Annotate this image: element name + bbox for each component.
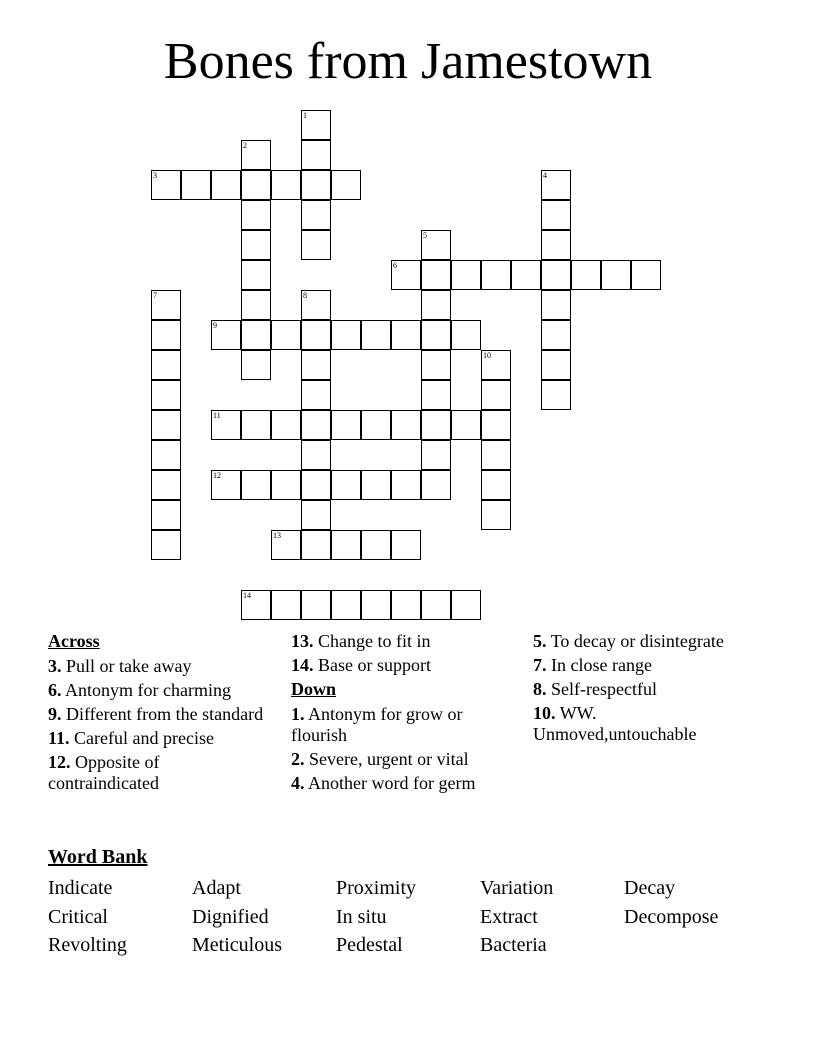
clue-across-14: 14. Base or support <box>291 655 431 675</box>
clue-across-13: 13. Change to fit in <box>291 631 431 651</box>
crossword-cell[interactable] <box>301 470 331 500</box>
word-bank-item: Meticulous <box>192 934 282 956</box>
crossword-cell[interactable] <box>301 110 331 140</box>
clue-across-9: 9. Different from the standard <box>48 704 264 724</box>
down-heading: Down <box>291 679 337 699</box>
crossword-cell[interactable] <box>241 260 271 290</box>
crossword-cell[interactable] <box>331 530 361 560</box>
clue-down-2: 2. Severe, urgent or vital <box>291 749 469 769</box>
crossword-cell[interactable] <box>421 320 451 350</box>
crossword-cell[interactable] <box>331 590 361 620</box>
crossword-cell[interactable] <box>391 320 421 350</box>
cell-number: 6 <box>393 261 397 270</box>
crossword-cell[interactable] <box>421 470 451 500</box>
cell-number: 11 <box>213 411 221 420</box>
crossword-cell[interactable] <box>421 230 451 260</box>
word-bank-item: Decompose <box>624 906 719 928</box>
clue-across-12: 12. Opposite of contraindicated <box>48 752 160 793</box>
crossword-cell[interactable] <box>151 170 181 200</box>
across-heading: Across <box>48 631 100 651</box>
crossword-cell[interactable] <box>301 290 331 320</box>
word-bank-item: In situ <box>336 906 387 928</box>
crossword-cell[interactable] <box>361 530 391 560</box>
crossword-cell[interactable] <box>241 410 271 440</box>
crossword-cell[interactable] <box>421 290 451 320</box>
crossword-cell[interactable] <box>151 350 181 380</box>
crossword-cell[interactable] <box>421 410 451 440</box>
crossword-cell[interactable] <box>151 290 181 320</box>
crossword-cell[interactable] <box>541 230 571 260</box>
word-bank-item: Indicate <box>48 877 113 899</box>
crossword-cell[interactable] <box>481 380 511 410</box>
clue-down-4: 4. Another word for germ <box>291 773 476 793</box>
clues-column-1 <box>48 631 273 797</box>
crossword-cell[interactable] <box>301 530 331 560</box>
clues-column-2 <box>291 631 506 797</box>
crossword-cell[interactable] <box>361 320 391 350</box>
clue-down-5: 5. To decay or disintegrate <box>533 631 724 651</box>
crossword-cell[interactable] <box>301 200 331 230</box>
crossword-cell[interactable] <box>151 470 181 500</box>
crossword-cell[interactable] <box>241 320 271 350</box>
crossword-cell[interactable] <box>421 380 451 410</box>
crossword-cell[interactable] <box>541 170 571 200</box>
clue-down-10: 10. WW. Unmoved,untouchable <box>533 703 697 744</box>
crossword-cell[interactable] <box>301 380 331 410</box>
crossword-cell[interactable] <box>361 590 391 620</box>
crossword-cell[interactable] <box>211 170 241 200</box>
crossword-cell[interactable] <box>241 200 271 230</box>
crossword-cell[interactable] <box>241 140 271 170</box>
crossword-cell[interactable] <box>241 290 271 320</box>
crossword-cell[interactable] <box>541 260 571 290</box>
crossword-cell[interactable] <box>271 590 301 620</box>
crossword-cell[interactable] <box>151 320 181 350</box>
word-bank-item: Proximity <box>336 877 417 899</box>
crossword-cell[interactable] <box>421 350 451 380</box>
crossword-cell[interactable] <box>421 590 451 620</box>
crossword-cell[interactable] <box>331 320 361 350</box>
crossword-cell[interactable] <box>571 260 601 290</box>
crossword-cell[interactable] <box>151 530 181 560</box>
crossword-cell[interactable] <box>301 410 331 440</box>
crossword-cell[interactable] <box>241 170 271 200</box>
crossword-cell[interactable] <box>481 440 511 470</box>
crossword-cell[interactable] <box>331 470 361 500</box>
clue-down-8: 8. Self-respectful <box>533 679 657 699</box>
word-bank-item: Revolting <box>48 934 127 956</box>
clue-across-11: 11. Careful and precise <box>48 728 214 748</box>
crossword-cell[interactable] <box>451 410 481 440</box>
crossword-cell[interactable] <box>241 230 271 260</box>
crossword-cell[interactable] <box>631 260 661 290</box>
crossword-cell[interactable] <box>211 320 241 350</box>
crossword-cell[interactable] <box>271 530 301 560</box>
crossword-cell[interactable] <box>481 260 511 290</box>
cell-number: 9 <box>213 321 217 330</box>
word-bank-item: Critical <box>48 906 108 928</box>
word-bank-item: Adapt <box>192 877 241 899</box>
crossword-cell[interactable] <box>481 350 511 380</box>
clue-down-7: 7. In close range <box>533 655 652 675</box>
crossword-cell[interactable] <box>421 260 451 290</box>
crossword-cell[interactable] <box>481 410 511 440</box>
word-bank-item: Pedestal <box>336 934 403 956</box>
crossword-cell[interactable] <box>451 590 481 620</box>
cell-number: 13 <box>273 531 281 540</box>
crossword-cell[interactable] <box>331 410 361 440</box>
crossword-cell[interactable] <box>271 320 301 350</box>
cell-number: 1 <box>303 111 307 120</box>
crossword-cell[interactable] <box>331 170 361 200</box>
cell-number: 7 <box>153 291 157 300</box>
crossword-cell[interactable] <box>361 470 391 500</box>
crossword-cell[interactable] <box>241 470 271 500</box>
crossword-cell[interactable] <box>241 590 271 620</box>
cell-number: 14 <box>243 591 251 600</box>
cell-number: 4 <box>543 171 547 180</box>
word-bank-item: Variation <box>480 877 554 899</box>
crossword-cell[interactable] <box>181 170 211 200</box>
crossword-cell[interactable] <box>481 500 511 530</box>
crossword-cell[interactable] <box>391 260 421 290</box>
crossword-cell[interactable] <box>451 320 481 350</box>
crossword-cell[interactable] <box>301 320 331 350</box>
crossword-cell[interactable] <box>541 320 571 350</box>
crossword-cell[interactable] <box>151 500 181 530</box>
crossword-cell[interactable] <box>301 500 331 530</box>
crossword-cell[interactable] <box>271 470 301 500</box>
clue-across-3: 3. Pull or take away <box>48 656 192 676</box>
crossword-cell[interactable] <box>241 350 271 380</box>
word-bank-heading: Word Bank <box>48 846 148 868</box>
crossword-cell[interactable] <box>541 380 571 410</box>
crossword-cell[interactable] <box>391 470 421 500</box>
word-bank-item: Bacteria <box>480 934 547 956</box>
word-bank-item: Decay <box>624 877 676 899</box>
crossword-cell[interactable] <box>601 260 631 290</box>
cell-number: 12 <box>213 471 221 480</box>
crossword-cell[interactable] <box>511 260 541 290</box>
crossword-cell[interactable] <box>271 410 301 440</box>
crossword-cell[interactable] <box>541 200 571 230</box>
crossword-cell[interactable] <box>391 530 421 560</box>
crossword-cell[interactable] <box>211 410 241 440</box>
word-bank-item: Extract <box>480 906 538 928</box>
crossword-cell[interactable] <box>541 350 571 380</box>
crossword-cell[interactable] <box>151 410 181 440</box>
crossword-cell[interactable] <box>301 350 331 380</box>
crossword-cell[interactable] <box>361 410 391 440</box>
crossword-cell[interactable] <box>451 260 481 290</box>
crossword-cell[interactable] <box>151 380 181 410</box>
crossword-cell[interactable] <box>151 440 181 470</box>
crossword-cell[interactable] <box>271 170 301 200</box>
cell-number: 3 <box>153 171 157 180</box>
crossword-cell[interactable] <box>541 290 571 320</box>
crossword-cell[interactable] <box>301 590 331 620</box>
clues-column-3 <box>533 631 743 748</box>
crossword-cell[interactable] <box>301 170 331 200</box>
cell-number: 8 <box>303 291 307 300</box>
clue-down-1: 1. Antonym for grow or flourish <box>291 704 463 745</box>
crossword-cell[interactable] <box>421 440 451 470</box>
crossword-cell[interactable] <box>301 140 331 170</box>
crossword-cell[interactable] <box>481 470 511 500</box>
crossword-cell[interactable] <box>391 590 421 620</box>
crossword-cell[interactable] <box>211 470 241 500</box>
cell-number: 10 <box>483 351 491 360</box>
crossword-cell[interactable] <box>391 410 421 440</box>
cell-number: 5 <box>423 231 427 240</box>
clue-across-6: 6. Antonym for charming <box>48 680 231 700</box>
word-bank-item: Dignified <box>192 906 269 928</box>
crossword-cell[interactable] <box>301 230 331 260</box>
puzzle-title: Bones from Jamestown <box>163 33 653 90</box>
cell-number: 2 <box>243 141 247 150</box>
crossword-cell[interactable] <box>301 440 331 470</box>
